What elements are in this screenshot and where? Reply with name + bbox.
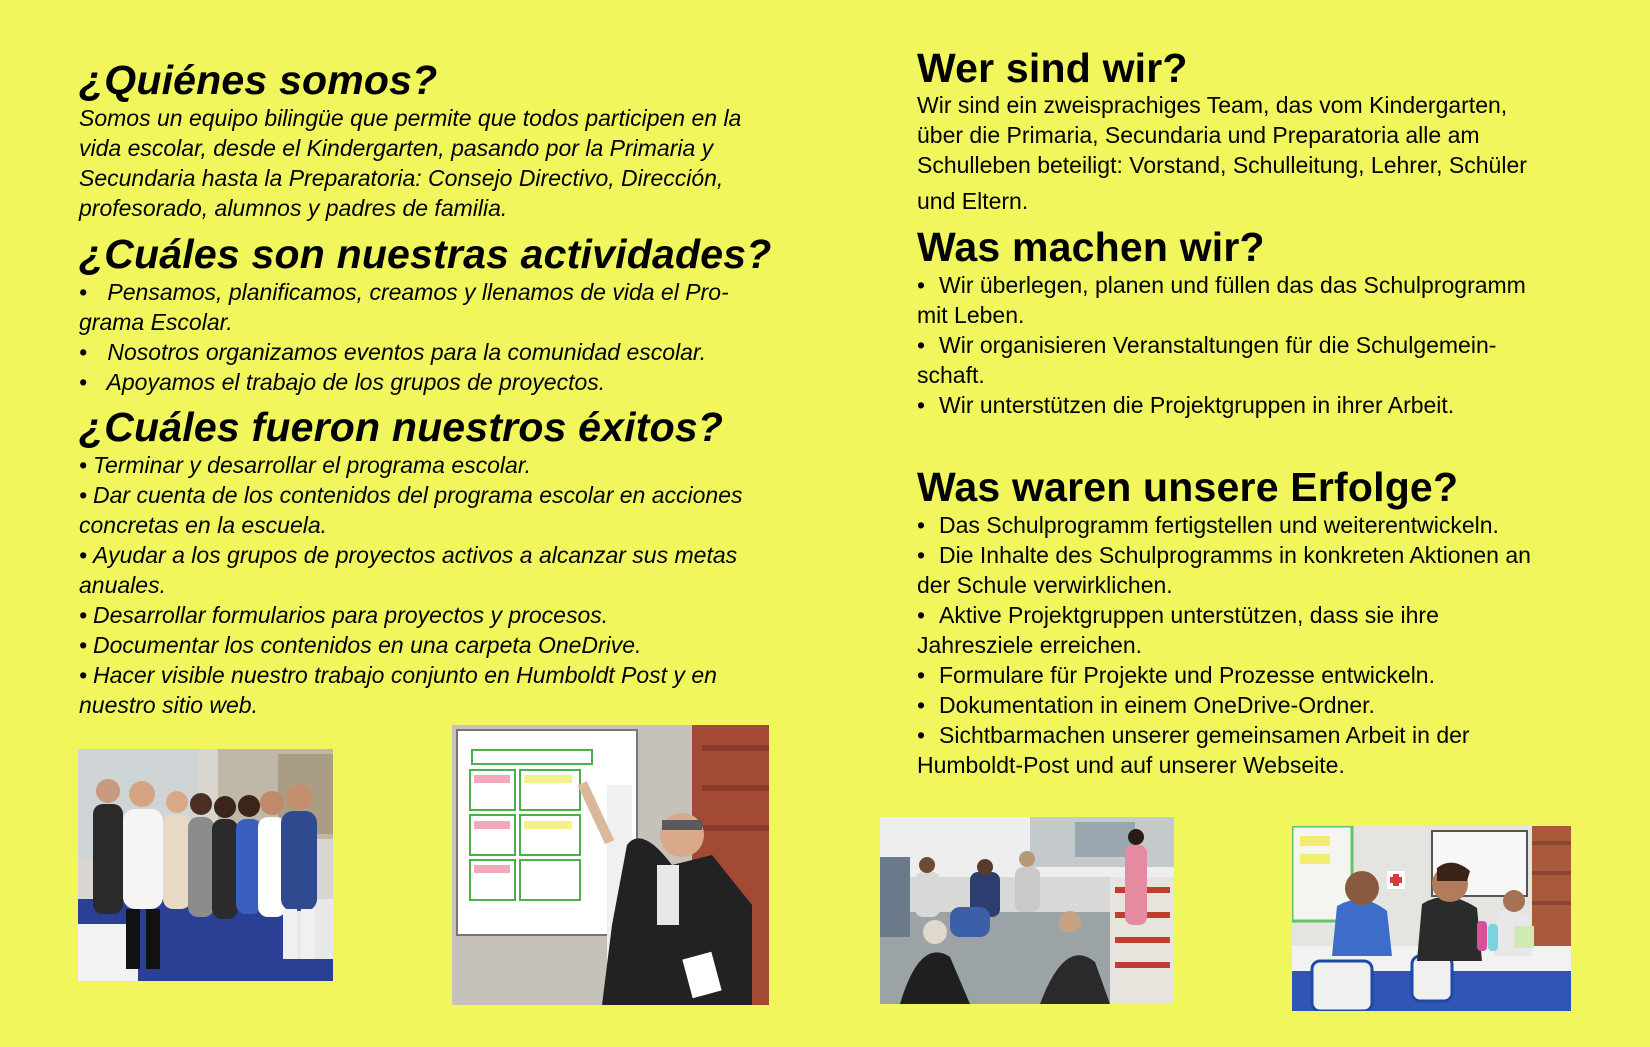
list-item: • Dar cuenta de los contenidos del programa escolar en acciones (79, 480, 743, 510)
list-item: • Nosotros organizamos eventos para la comunidad escolar. (79, 337, 729, 367)
list-item-continuation: schaft. (917, 362, 985, 388)
list-item: • Terminar y desarrollar el programa escolar. (79, 450, 743, 480)
de-who-line: und Eltern. (917, 188, 1029, 214)
list-item-continuation: nuestro sitio web. (79, 692, 258, 718)
list-item-continuation: der Schule verwirklichen. (917, 572, 1173, 598)
list-item: • Ayudar a los grupos de proyectos activos a alcanzar sus metas (79, 540, 743, 570)
list-item: • Documentar los contenidos en una carpeta OneDrive. (79, 630, 743, 660)
list-item-continuation: mit Leben. (917, 302, 1025, 328)
es-who-text (79, 103, 741, 223)
de-who-line: Schulleben beteiligt: Vorstand, Schulleitung, Lehrer, Schüler (917, 152, 1527, 178)
list-item-continuation: Humboldt-Post und auf unserer Webseite. (917, 752, 1345, 778)
es-who-line: profesorado, alumnos y padres de familia. (79, 195, 508, 221)
workshop-circle-photo (880, 817, 1174, 1004)
list-item-continuation: anuales. (79, 572, 166, 598)
list-item-continuation: concretas en la escuela. (79, 512, 328, 538)
es-who-line: Somos un equipo bilingüe que permite que todos participen en la (79, 105, 742, 131)
de-activities-heading: Was machen wir? (917, 224, 1265, 270)
es-who-heading: ¿Quiénes somos? (79, 57, 438, 103)
es-activities-heading: ¿Cuáles son nuestras actividades? (79, 231, 772, 277)
de-activities-list (917, 270, 1526, 420)
es-who-line: Secundaria hasta la Preparatoria: Consejo Directivo, Dirección, (79, 165, 724, 191)
list-item: • Hacer visible nuestro trabajo conjunto en Humboldt Post y en (79, 660, 743, 690)
list-item: • Wir unterstützen die Projektgruppen in ihrer Arbeit. (917, 390, 1526, 420)
list-item: • Pensamos, planificamos, creamos y llenamos de vida el Pro- (79, 277, 729, 307)
list-item-continuation: Jahresziele erreichen. (917, 632, 1143, 658)
list-item: • Die Inhalte des Schulprogramms in konkreten Aktionen an (917, 540, 1531, 570)
team-group-photo (78, 749, 333, 981)
list-item-continuation: grama Escolar. (79, 309, 233, 335)
es-activities-list (79, 277, 729, 397)
de-who-line: Wir sind ein zweisprachiges Team, das vom Kindergarten, (917, 92, 1508, 118)
list-item: • Apoyamos el trabajo de los grupos de proyectos. (79, 367, 729, 397)
list-item: • Aktive Projektgruppen unterstützen, dass sie ihre (917, 600, 1531, 630)
es-successes-heading: ¿Cuáles fueron nuestros éxitos? (79, 404, 724, 450)
es-who-line: vida escolar, desde el Kindergarten, pasando por la Primaria y (79, 135, 714, 161)
list-item: • Wir organisieren Veranstaltungen für die Schulgemein- (917, 330, 1526, 360)
de-who-heading: Wer sind wir? (917, 45, 1188, 91)
list-item: • Formulare für Projekte und Prozesse entwickeln. (917, 660, 1531, 690)
de-successes-list (917, 510, 1531, 780)
list-item: • Desarrollar formularios para proyectos y procesos. (79, 600, 743, 630)
de-who-text (917, 90, 1527, 216)
list-item: • Sichtbarmachen unserer gemeinsamen Arbeit in der (917, 720, 1531, 750)
de-successes-heading: Was waren unsere Erfolge? (917, 464, 1459, 510)
es-successes-list (79, 450, 743, 720)
list-item: • Wir überlegen, planen und füllen das das Schulprogramm (917, 270, 1526, 300)
list-item: • Das Schulprogramm fertigstellen und weiterentwickeln. (917, 510, 1531, 540)
students-table-photo (1292, 826, 1571, 1011)
de-who-line: über die Primaria, Secundaria und Preparatoria alle am (917, 122, 1480, 148)
presentation-photo (452, 725, 769, 1005)
list-item: • Dokumentation in einem OneDrive-Ordner. (917, 690, 1531, 720)
